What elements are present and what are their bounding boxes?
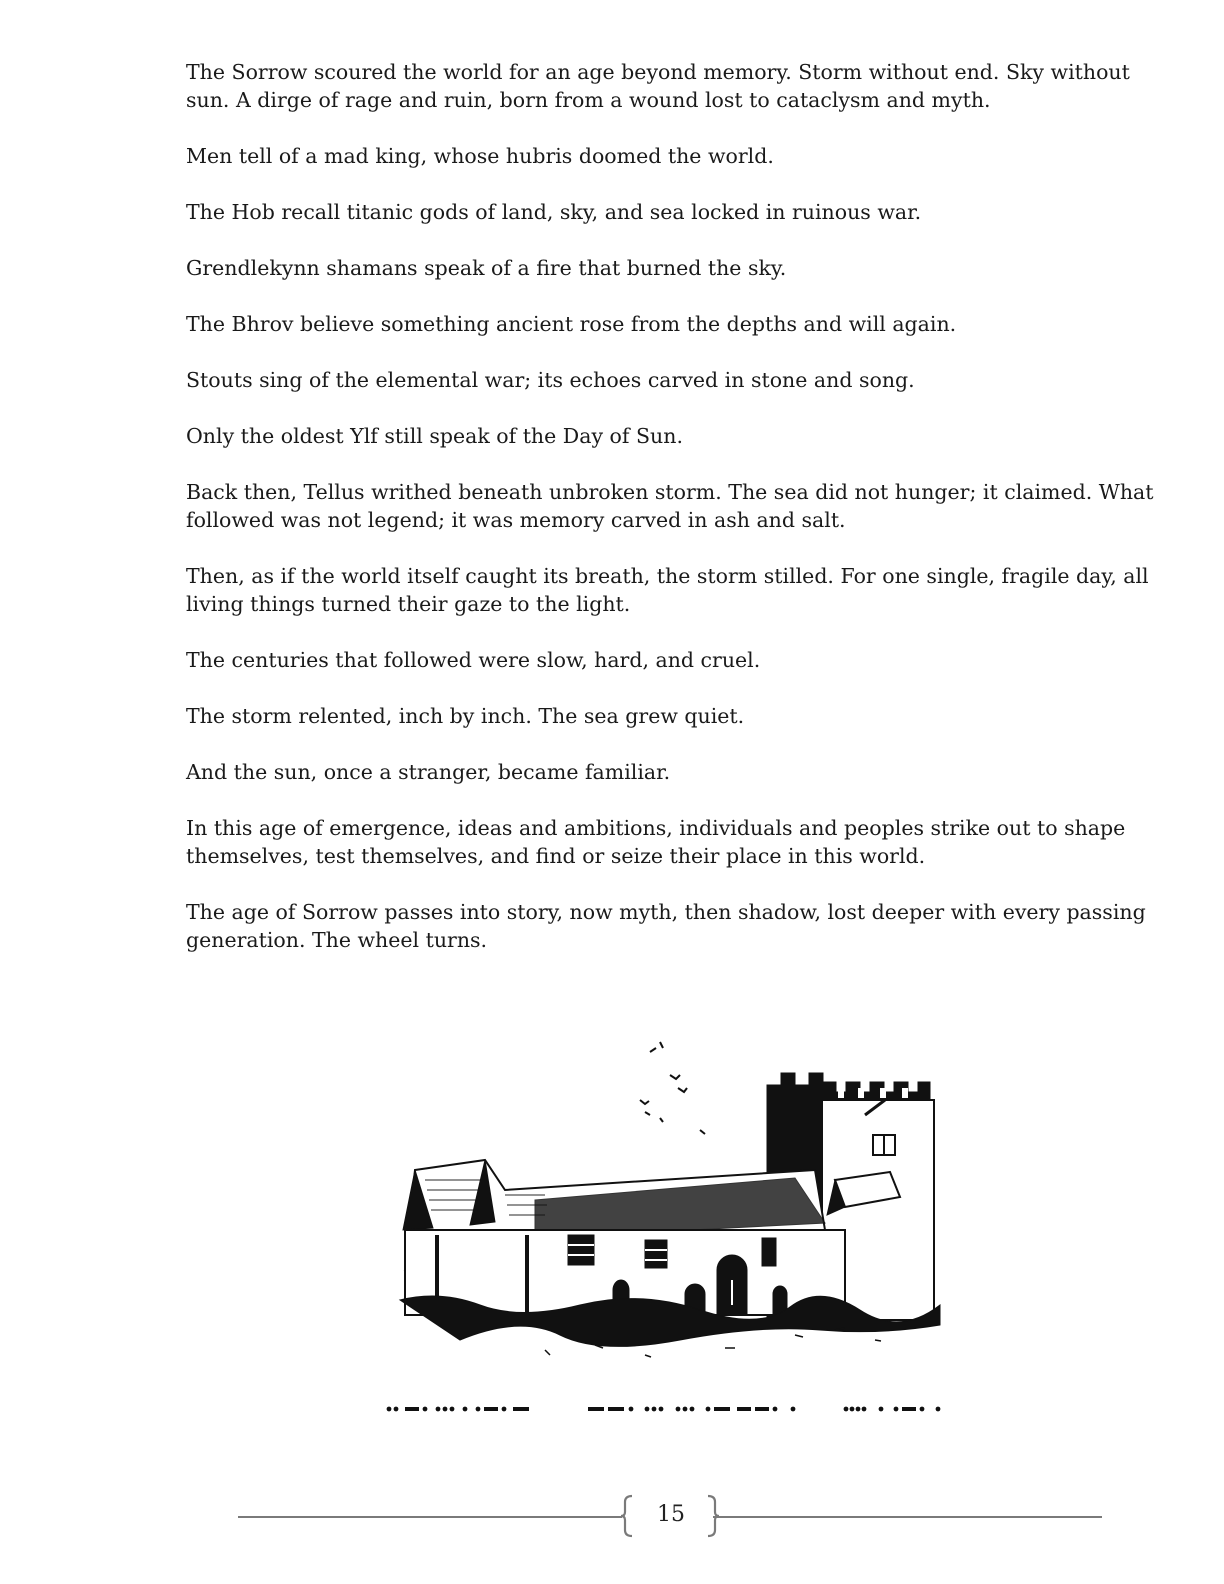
body-text [186, 58, 1161, 982]
paragraph: The Sorrow scoured the world for an age beyond memory. Storm without end. Sky without sun. A dirge of rage and ruin, born from a wound lost to cataclysm and myth. [186, 60, 1130, 112]
paragraph: Back then, Tellus writhed beneath unbroken storm. The sea did not hunger; it claimed. What followed was not legend; it was memory carved in ash and salt. [186, 480, 1154, 532]
paragraph: And the sun, once a stranger, became familiar. [186, 760, 671, 784]
paragraph: The centuries that followed were slow, hard, and cruel. [186, 648, 761, 672]
church-illustration [395, 1030, 945, 1370]
paragraph: The Hob recall titanic gods of land, sky, and sea locked in ruinous war. [186, 200, 922, 224]
paragraph: Grendlekynn shamans speak of a fire that burned the sky. [186, 256, 787, 280]
birds-icon [640, 1042, 705, 1134]
paragraph: The storm relented, inch by inch. The sea grew quiet. [186, 704, 745, 728]
page-number: 15 [657, 1502, 685, 1527]
left-bracket-icon [620, 1494, 634, 1538]
footer-rule-left [238, 1516, 622, 1518]
cipher-line [385, 1398, 945, 1418]
paragraph: In this age of emergence, ideas and ambitions, individuals and peoples strike out to shape themselves, test themselves, and find or seize their place in this world. [186, 816, 1126, 868]
paragraph: The Bhrov believe something ancient rose from the depths and will again. [186, 312, 957, 336]
page-footer [238, 1494, 1102, 1538]
paragraph: Then, as if the world itself caught its breath, the storm stilled. For one single, fragile day, all living things turned their gaze to the light. [186, 564, 1149, 616]
paragraph: Men tell of a mad king, whose hubris doomed the world. [186, 144, 774, 168]
footer-rule-right [713, 1516, 1102, 1518]
paragraph: The age of Sorrow passes into story, now myth, then shadow, lost deeper with every passing generation. The wheel turns. [186, 900, 1146, 952]
paragraph: Stouts sing of the elemental war; its echoes carved in stone and song. [186, 368, 915, 392]
paragraph: Only the oldest Ylf still speak of the Day of Sun. [186, 424, 683, 448]
